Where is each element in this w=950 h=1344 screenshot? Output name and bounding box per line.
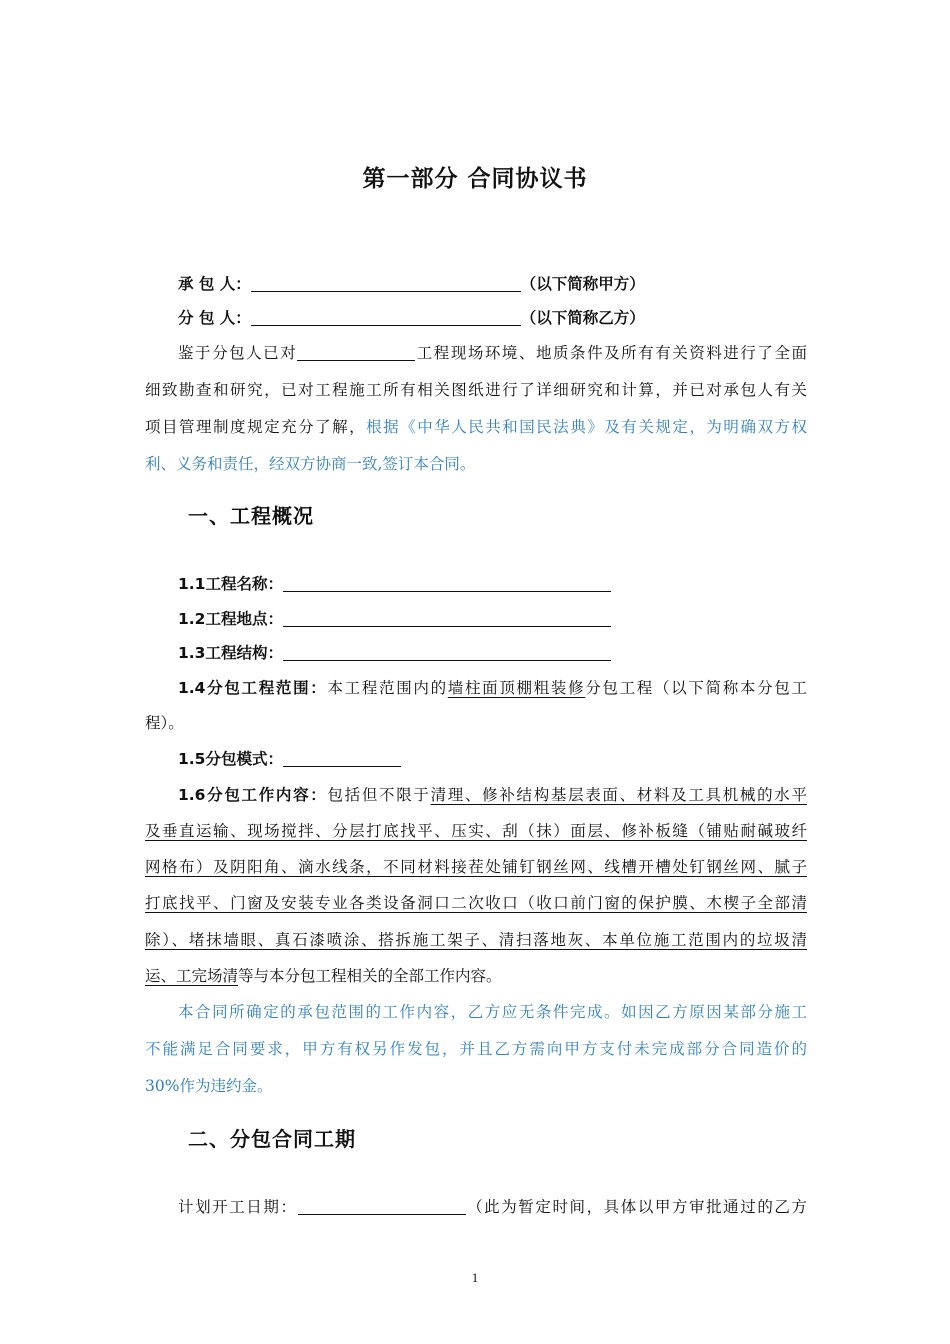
penalty-note-line-2: 不能满足合同要求，甲方有权另作发包，并且乙方需向甲方支付未完成部分合同造价的 (145, 1040, 807, 1058)
item-label: 1.5分包模式： (178, 750, 283, 768)
document-title: 第一部分 合同协议书 (362, 166, 588, 192)
section-2-heading: 二、分包合同工期 (188, 1127, 356, 1151)
contractor-suffix: （以下简称甲方） (520, 275, 645, 293)
contractor-line (178, 274, 808, 294)
project-structure-blank (283, 644, 611, 661)
item-1-6-line-2: 及垂直运输、现场搅拌、分层打底找平、压实、刮（抹）面层、修补板缝（铺贴耐碱玻纤 (145, 822, 807, 840)
section-1-heading: 一、工程概况 (188, 504, 314, 528)
item-text: 分包工程（以下简称本分包工 (585, 679, 807, 697)
item-label: 1.2工程地点： (178, 610, 283, 628)
page-number: 1 (471, 1270, 479, 1285)
intro-text: 项目管理制度规定充分了解， (145, 418, 367, 436)
item-underlined-text: 运、工完场清 (145, 967, 239, 985)
item-1-5 (178, 749, 840, 769)
item-label: 1.3工程结构： (178, 644, 283, 662)
item-underlined-text: 清理、修补结构基层表面、材料及工具机械的水平 (430, 786, 807, 804)
item-1-6-line-3: 网格布）及阴阳角、滴水线条，不同材料接茬处铺钉钢丝网、线槽开槽处钉钢丝网、腻子 (145, 858, 807, 876)
item-1-4-cont: 程）。 (145, 714, 184, 732)
sub-mode-blank (283, 750, 401, 767)
item-label: 1.1工程名称： (178, 575, 283, 593)
item-1-6-line-4: 打底找平、门窗及安装专业各类设备洞口二次收口（收口前门窗的保护膜、木楔子全部清 (145, 894, 807, 912)
contractor-label: 承 包 人： (178, 275, 251, 293)
item-1-6-line-5: 除）、堵抹墙眼、真石漆喷涂、搭拆施工架子、清扫落地灰、本单位施工范围内的垃圾清 (145, 931, 807, 949)
intro-line-4: 利、义务和责任，经双方协商一致,签订本合同。 (145, 455, 476, 473)
project-location-blank (283, 610, 611, 627)
item-underlined-text: 墙柱面顶棚粗装修 (447, 679, 586, 697)
item-text: 等与本分包工程相关的全部工作内容。 (238, 967, 502, 985)
item-1-3 (178, 643, 840, 663)
item-1-1 (178, 574, 840, 594)
item-text: 本工程范围内的 (327, 679, 448, 697)
item-1-2 (178, 609, 840, 629)
subcontractor-blank (251, 309, 521, 326)
intro-text: 鉴于分包人已对 (178, 344, 298, 362)
subcontractor-label: 分 包 人： (178, 309, 251, 327)
start-date-blank (298, 1198, 466, 1215)
item-label: 1.6分包工作内容： (178, 786, 328, 804)
contractor-blank (251, 275, 521, 292)
item-text: 包括但不限于 (327, 786, 431, 804)
penalty-note-line-1: 本合同所确定的承包范围的工作内容，乙方应无条件完成。如因乙方原因某部分施工 (178, 1003, 807, 1021)
penalty-note-line-3: 30%作为违约金。 (145, 1077, 273, 1095)
project-name-blank (283, 575, 611, 592)
start-date-line (178, 1197, 807, 1217)
subcontractor-line (178, 308, 808, 328)
intro-line-3 (145, 417, 807, 437)
project-blank (297, 344, 415, 361)
intro-highlight-text: 根据《中华人民共和国民法典》及有关规定，为明确双方权 (366, 418, 807, 436)
intro-text: 工程现场环境、地质条件及所有有关资料进行了全面 (415, 344, 807, 362)
intro-line-2: 细致勘查和研究，已对工程施工所有相关图纸进行了详细研究和计算，并已对承包人有关 (145, 381, 807, 399)
subcontractor-suffix: （以下简称乙方） (520, 309, 645, 327)
item-1-6-line-6 (145, 966, 807, 986)
start-date-note: （此为暂定时间，具体以甲方审批通过的乙方 (465, 1198, 807, 1216)
item-1-6-line-1 (178, 785, 807, 805)
intro-line-1 (178, 343, 807, 363)
item-1-4 (178, 678, 807, 698)
item-label: 1.4分包工程范围： (178, 679, 328, 697)
start-date-label: 计划开工日期： (178, 1198, 298, 1216)
